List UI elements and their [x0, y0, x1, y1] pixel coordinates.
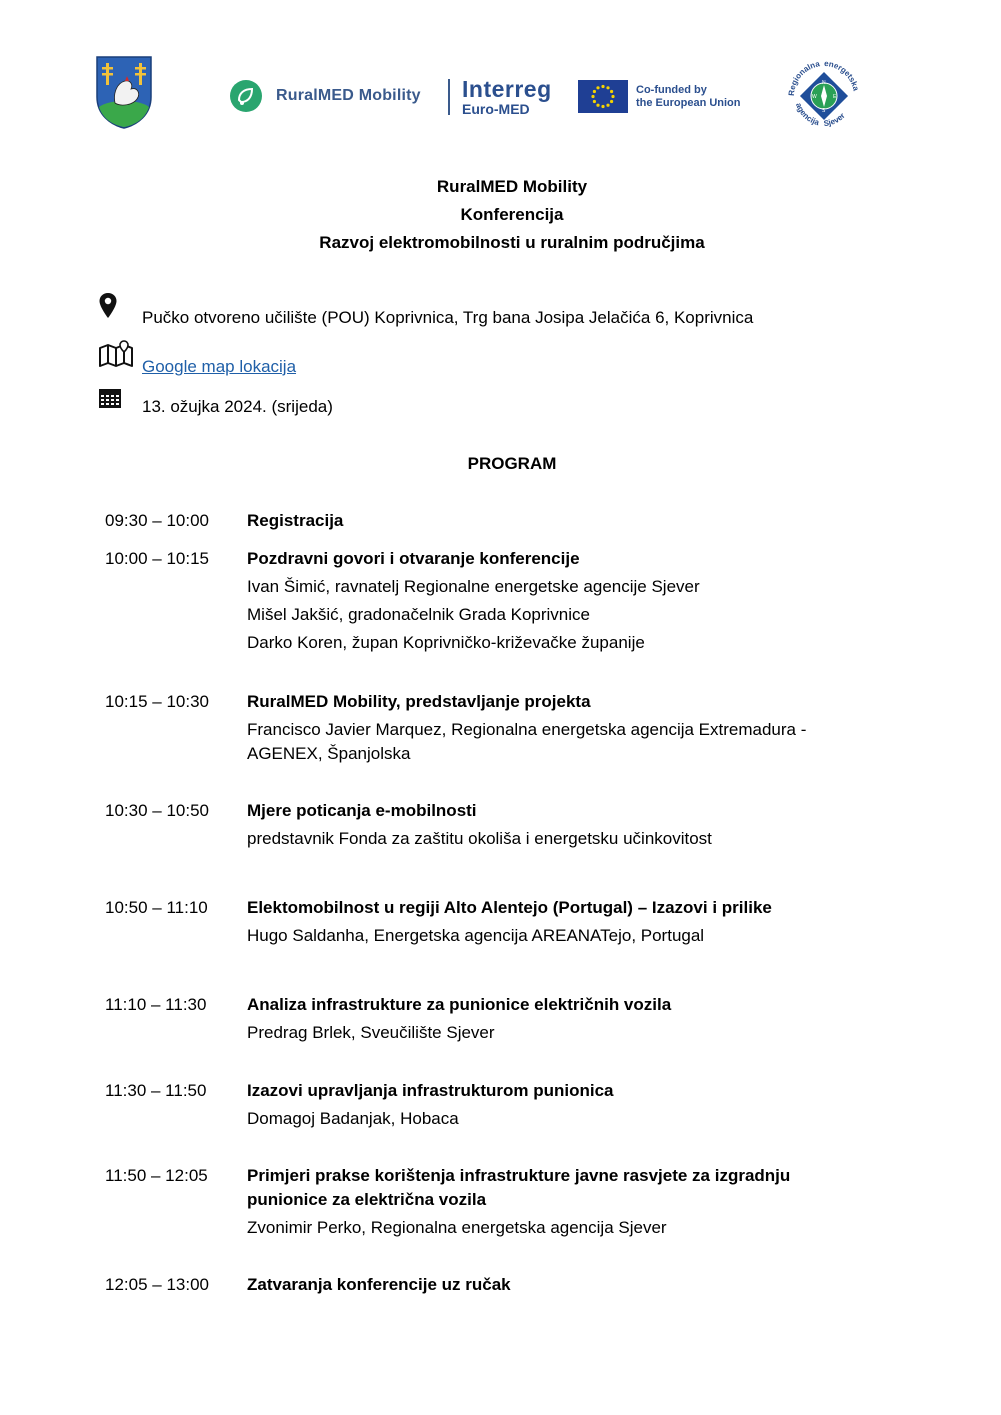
program-heading: PROGRAM [467, 454, 557, 473]
program-title: Izazovi upravljanja infrastrukturom punionica [247, 1081, 614, 1100]
koprivnica-county-coat-of-arms [95, 55, 153, 129]
regional-energy-agency-north-logo [780, 52, 868, 140]
program-speaker: Domagoj Badanjak, Hobaca [247, 1109, 459, 1128]
program-title: Registracija [247, 511, 344, 530]
program-speaker: predstavnik Fonda za zaštitu okoliša i energetsku učinkovitost [247, 829, 712, 848]
program-time: 10:00 – 10:15 [105, 549, 209, 568]
location-pin-icon [98, 292, 118, 325]
program-title: Analiza infrastrukture za punionice električnih vozila [247, 995, 672, 1014]
program-speaker: Ivan Šimić, ravnatelj Regionalne energetske agencije Sjever [247, 577, 700, 596]
conference-project-title: RuralMED Mobility [436, 177, 588, 196]
svg-text:Regionalna: Regionalna [786, 59, 821, 97]
ruralmed-logo-text: RuralMED Mobility [276, 87, 421, 104]
event-date: 13. ožujka 2024. (srijeda) [142, 397, 333, 416]
program-title: Primjeri prakse korištenja infrastrukture javne rasvjete za izgradnju [247, 1166, 791, 1185]
eu-cofunded-logo [578, 80, 741, 113]
svg-text:agencija: agencija [794, 101, 821, 128]
svg-text:energetska: energetska [823, 58, 861, 92]
location-address: Pučko otvoreno učilište (POU) Koprivnica, Trg bana Josipa Jelačića 6, Koprivnica [142, 308, 754, 327]
euro-med-wordmark: Euro-MED [462, 101, 530, 117]
program-time: 09:30 – 10:00 [105, 511, 209, 530]
map-icon [98, 340, 134, 373]
program-time: 12:05 – 13:00 [105, 1275, 209, 1294]
program-title: RuralMED Mobility, predstavljanje projekta [247, 692, 591, 711]
program-time: 10:50 – 11:10 [105, 898, 208, 917]
program-time: 11:50 – 12:05 [105, 1166, 208, 1185]
program-title: punionice za električna vozila [247, 1190, 487, 1209]
program-time: 11:10 – 11:30 [105, 995, 207, 1014]
svg-text:N: N [822, 80, 826, 86]
interreg-euro-med-logo [448, 78, 552, 116]
conference-theme: Razvoj elektromobilnosti u ruralnim područjima [319, 233, 705, 252]
program-speaker: AGENEX, Španjolska [247, 744, 411, 763]
eu-text-line2: the European Union [636, 96, 741, 109]
program-title: Zatvaranja konferencije uz ručak [247, 1275, 511, 1294]
program-speaker: Predrag Brlek, Sveučilište Sjever [247, 1023, 495, 1042]
svg-text:Sjever: Sjever [823, 111, 847, 129]
program-title: Pozdravni govori i otvaranje konferencije [247, 549, 580, 568]
svg-text:W: W [812, 94, 817, 100]
program-time: 10:15 – 10:30 [105, 692, 209, 711]
ruralmed-mobility-logo [230, 80, 421, 112]
program-speaker: Zvonimir Perko, Regionalna energetska agencija Sjever [247, 1218, 667, 1237]
program-title: Mjere poticanja e-mobilnosti [247, 801, 477, 820]
interreg-wordmark: Interreg [462, 76, 552, 102]
program-time: 11:30 – 11:50 [105, 1081, 207, 1100]
ruralmed-leaf-icon [230, 80, 262, 112]
google-map-link[interactable]: Google map lokacija [142, 357, 297, 376]
conference-label: Konferencija [460, 205, 564, 224]
program-time: 10:30 – 10:50 [105, 801, 209, 820]
svg-text:E: E [833, 94, 837, 100]
calendar-icon [98, 387, 122, 414]
program-speaker: Darko Koren, župan Koprivničko-križevačke županije [247, 633, 645, 652]
program-speaker: Hugo Saldanha, Energetska agencija AREANATejo, Portugal [247, 926, 705, 945]
eu-flag-icon [578, 80, 628, 113]
program-title: Elektomobilnost u regiji Alto Alentejo (Portugal) – Izazovi i prilike [247, 898, 772, 917]
eu-text-line1: Co-funded by [636, 83, 707, 96]
program-speaker: Francisco Javier Marquez, Regionalna energetska agencija Extremadura - [247, 720, 807, 739]
program-speaker: Mišel Jakšić, gradonačelnik Grada Koprivnice [247, 605, 590, 624]
svg-text:S: S [822, 108, 826, 114]
